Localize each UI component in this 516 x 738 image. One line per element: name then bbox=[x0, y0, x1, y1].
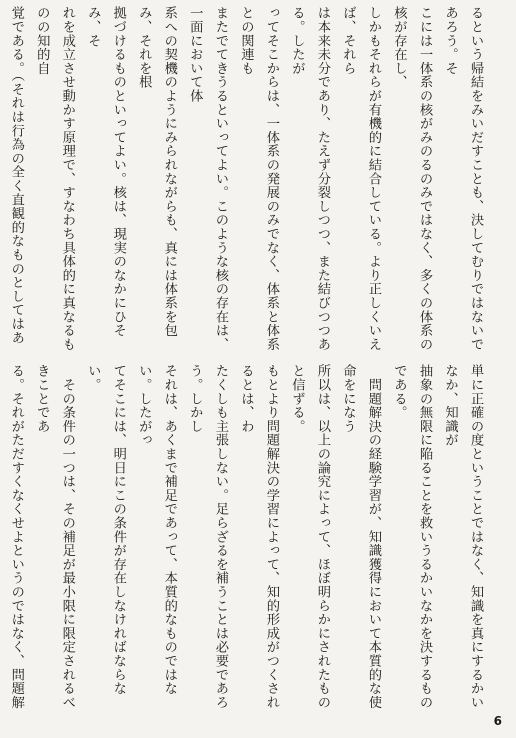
text-line: 系への契機のようにみられながらも、真には体系を包み、それを根 bbox=[136, 6, 177, 338]
page-number: 6 bbox=[493, 714, 502, 728]
text-line: れを成立させ動かす原理で、すなわち具体的に真なるものの知的自 bbox=[34, 6, 75, 351]
text-line: 単に正確の度ということではなく、知識を真にするかいなか、知識が bbox=[442, 364, 483, 709]
lower-text-block bbox=[8, 364, 488, 716]
text-line: 覚である。（それは行為の全く直観的なものとしてはあ bbox=[8, 6, 24, 345]
text-line: こには一体系の核がみのるのみではなく、多くの体系の核が存在し、 bbox=[391, 6, 432, 351]
text-line: その条件の一つは、その補足が最小限に限定されるべきことであ bbox=[34, 364, 75, 709]
text-line: てそこには、明日にこの条件が存在しなければならない。 bbox=[85, 364, 126, 696]
text-line: 拠づけるものといってよい。核は、現実のなかにひそみ、そ bbox=[85, 6, 126, 338]
text-line: またでてきうるといってよい。このような核の存在は、一面において体 bbox=[187, 6, 228, 351]
text-line: たくしも主張しない。足らざるを補うことは必要であろう。しかし bbox=[187, 364, 228, 709]
text-line: ってそこからは、一体系の発展のみでなく、体系と体系との関連も bbox=[238, 6, 279, 351]
text-line: もとより問題解決の学習によって、知的形成がつくされるとは、わ bbox=[238, 364, 279, 709]
text-line: しかもそれらが有機的に結合している。より正しくいえば、それら bbox=[340, 6, 381, 351]
text-line: 抽象の無限に陥ることを救いうるかいなかを決するものである。 bbox=[391, 364, 432, 709]
text-line: るという帰結をみいだすことも、決してむりではないであろう。そ bbox=[442, 6, 483, 351]
text-line: それは、あくまで補足であって、本質的なものではない。したがっ bbox=[136, 364, 177, 696]
text-line: は本来未分であり、たえず分裂しつつ、また結びつつある。したが bbox=[289, 6, 330, 351]
upper-text-block bbox=[8, 6, 488, 354]
text-line: る。それがただすくなくせよというのではなく、問題解 bbox=[8, 364, 24, 709]
text-line: 所以は、以上の論究によって、ほぼ明らかにされたものと信ずる。 bbox=[289, 364, 330, 709]
text-line: 問題解決の経験学習が、知識獲得において本質的な使命をになう bbox=[340, 364, 381, 709]
